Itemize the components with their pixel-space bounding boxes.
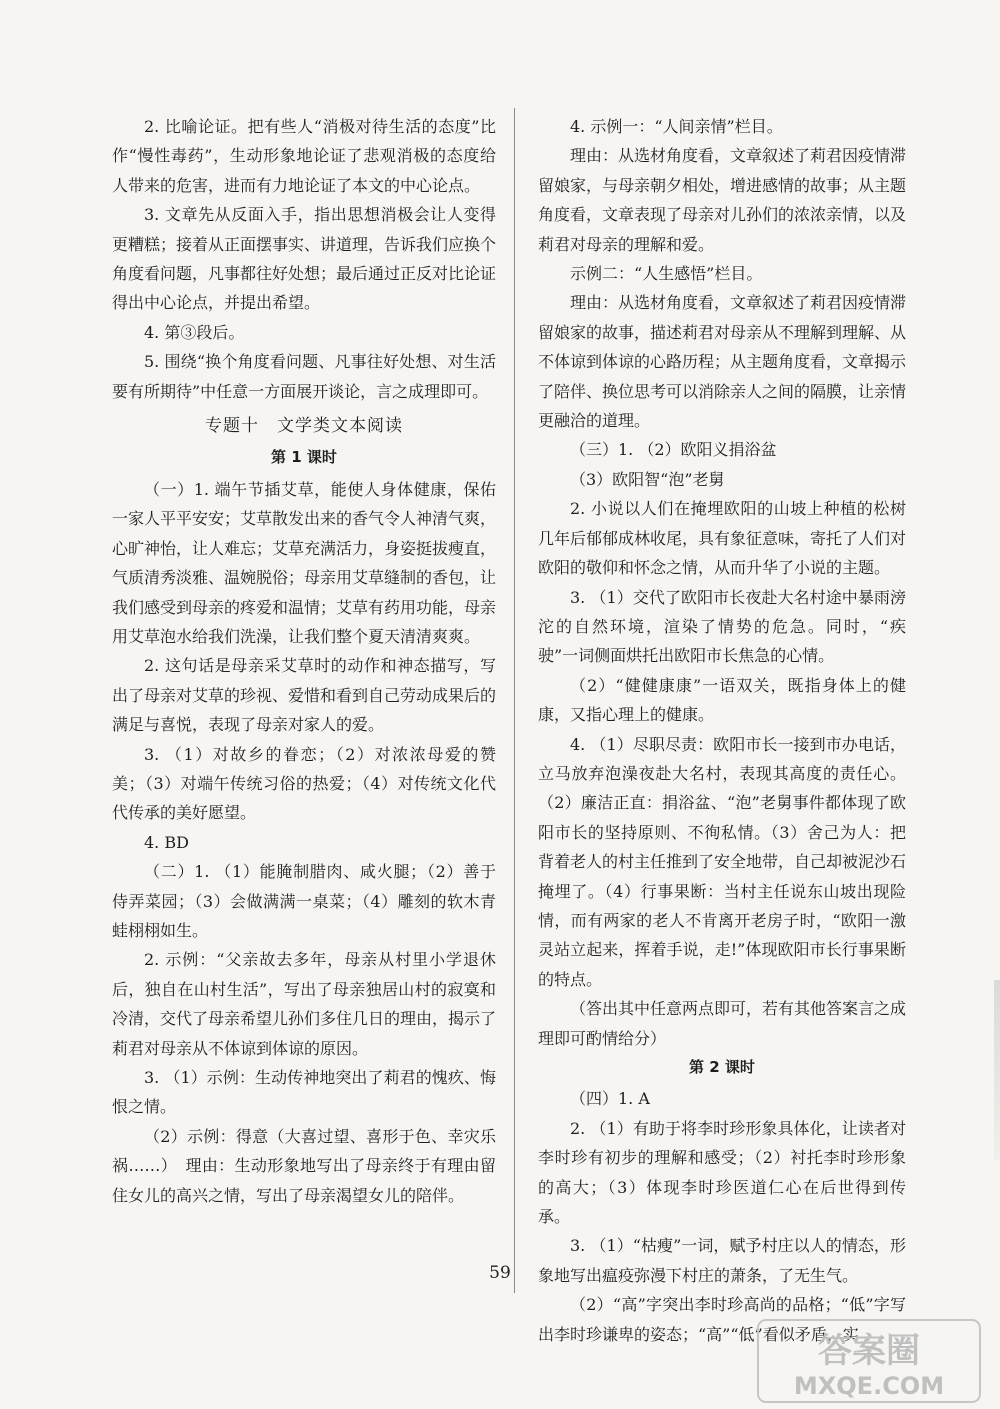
answer-paragraph: 2. （1）有助于将李时珍形象具体化，让读者对李时珍有初步的理解和感受；（2）衬托李时珍形象的高大；（3）体现李时珍医道仁心在后世得到传承。 [538,1118,906,1227]
lesson-title: 第 2 课时 [689,1058,755,1076]
answer-paragraph: 4. 示例一：“人间亲情”栏目。 [570,117,783,136]
answer-paragraph: （3）欧阳智“泡”老舅 [570,469,725,489]
answer-paragraph: （三）1. （2）欧阳义捐浴盆 [570,440,777,460]
watermark-text-2: MXQE.COM [793,1372,945,1400]
answer-paragraph: 理由：从选材角度看，文章叙述了莉君因疫情滞留娘家，与母亲朝夕相处，增进感情的故事；从主题角度看，文章表现了母亲对儿孙们的浓浓亲情，以及莉君对母亲的理解和爱。 [538,146,907,254]
answer-paragraph: （二）1. （1）能腌制腊肉、咸火腿；（2）善于侍弄菜园；（3）会做满满一桌菜；（4）雕刻的软木青蛙栩栩如生。 [112,862,496,940]
watermark-logo [756,1318,982,1404]
answer-paragraph: 2. 比喻论证。把有些人“消极对待生活的态度”比作“慢性毒药”，生动形象地论证了悲观消极的态度给人带来的危害，进而有力地论证了本文的中心论点。 [112,117,496,195]
answer-paragraph: 4. （1）尽职尽责：欧阳市长一接到市办电话，立马放弃泡澡夜赴大名村，表现其高度的责任心。（2）廉洁正直：捐浴盆、“泡”老舅事件都体现了欧阳市长的坚持原则、不徇私情。（3）舍己为人：把背着老人的村主任推到了安全地带，自己却被泥沙石掩埋了。（4）行事果断：当村主任说东山坡出现险情，而有两家的老人不肯离开老房子时，“欧阳一激灵站立起来，挥着手说，走!”体现欧阳市长行事果断的特点。 [538,734,907,989]
answer-paragraph: 3. （1）“枯瘦”一词，赋予村庄以人的情态，形象地写出瘟疫弥漫下村庄的萧条，了无生气。 [538,1236,906,1285]
answer-paragraph: 5. 围绕“换个角度看问题、凡事往好处想、对生活要有所期待”中任意一方面展开谈论，言之成理即可。 [112,352,496,401]
column-divider [514,108,515,1293]
answer-paragraph: 2. 这句话是母亲采艾草时的动作和神态描写，写出了母亲对艾草的珍视、爱惜和看到自己劳动成果后的满足与喜悦，表现了母亲对家人的爱。 [112,656,497,735]
answer-paragraph: （答出其中任意两点即可，若有其他答案言之成理即可酌情给分） [538,999,907,1048]
section-title: 专题十 文学类文本阅读 [205,416,403,437]
answer-paragraph: 3. （1）示例：生动传神地突出了莉君的愧疚、悔恨之情。 [112,1068,496,1117]
answer-paragraph: 示例二：“人生感悟”栏目。 [570,264,763,284]
answer-paragraph: 4. 第③段后。 [144,322,245,342]
answer-paragraph: 4. BD [144,832,189,852]
answer-paragraph: 理由：从选材角度看，文章叙述了莉君因疫情滞留娘家的故事，描述莉君对母亲从不理解到理解、从不体谅到体谅的心路历程；从主题角度看，文章揭示了陪伴、换位思考可以消除亲人之间的隔膜，让亲情更融洽的道理。 [538,293,907,431]
scan-edge-strip [994,980,1000,1160]
answer-paragraph: （四）1. A [570,1089,650,1109]
answer-paragraph: 3. （1）交代了欧阳市长夜赴大名村途中暴雨滂沱的自然环境，渲染了情势的危急。同时，“疾驶”一词侧面烘托出欧阳市长焦急的心情。 [538,587,906,666]
page-number: 59 [489,1263,511,1283]
left-column [112,112,496,1210]
answer-paragraph: （2）“高”字突出李时珍高尚的品格；“低”字写出李时珍谦卑的姿态；“高”“低”看似矛盾，实 [538,1295,906,1344]
watermark-text-1: 答案圈 [818,1331,920,1371]
answer-paragraph: 2. 小说以人们在掩埋欧阳的山坡上种植的松树几年后郁郁成林收尾，具有象征意味，寄托了人们对欧阳的敬仰和怀念之情，从而升华了小说的主题。 [538,499,907,578]
answer-paragraph: （2）示例：得意（大喜过望、喜形于色、幸灾乐祸……） 理由：生动形象地写出了母亲终于有理由留住女儿的高兴之情，写出了母亲渴望女儿的陪伴。 [112,1126,496,1205]
answer-paragraph: （一）1. 端午节插艾草，能使人身体健康，保佑一家人平平安安；艾草散发出来的香气令人神清气爽，心旷神怡，让人难忘；艾草充满活力，身姿挺拔瘦直，气质清秀淡雅、温婉脱俗；母亲用艾草缝制的香包，让我们感受到母亲的疼爱和温情；艾草有药用功能，母亲用艾草泡水给我们洗澡，让我们整个夏天清清爽爽。 [112,479,497,646]
answer-paragraph: 3. （1）对故乡的眷恋；（2）对浓浓母爱的赞美；（3）对端午传统习俗的热爱；（4）对传统文化代代传承的美好愿望。 [112,744,496,823]
answer-paragraph: 2. 示例：“父亲故去多年，母亲从村里小学退休后，独自在山村生活”，写出了母亲独居山村的寂寞和冷清，交代了母亲希望儿孙们多住几日的理由，揭示了莉君对母亲从不体谅到体谅的原因。 [112,950,497,1058]
lesson-title: 第 1 课时 [271,448,337,467]
right-column [538,112,906,1349]
answer-paragraph: （2）“健健康康”一语双关，既指身体上的健康，又指心理上的健康。 [538,675,906,725]
answer-paragraph: 3. 文章先从反面入手，指出思想消极会让人变得更糟糕；接着从正面摆事实、讲道理，告诉我们应换个角度看问题，凡事都往好处想；最后通过正反对比论证得出中心论点，并提出希望。 [112,205,497,313]
